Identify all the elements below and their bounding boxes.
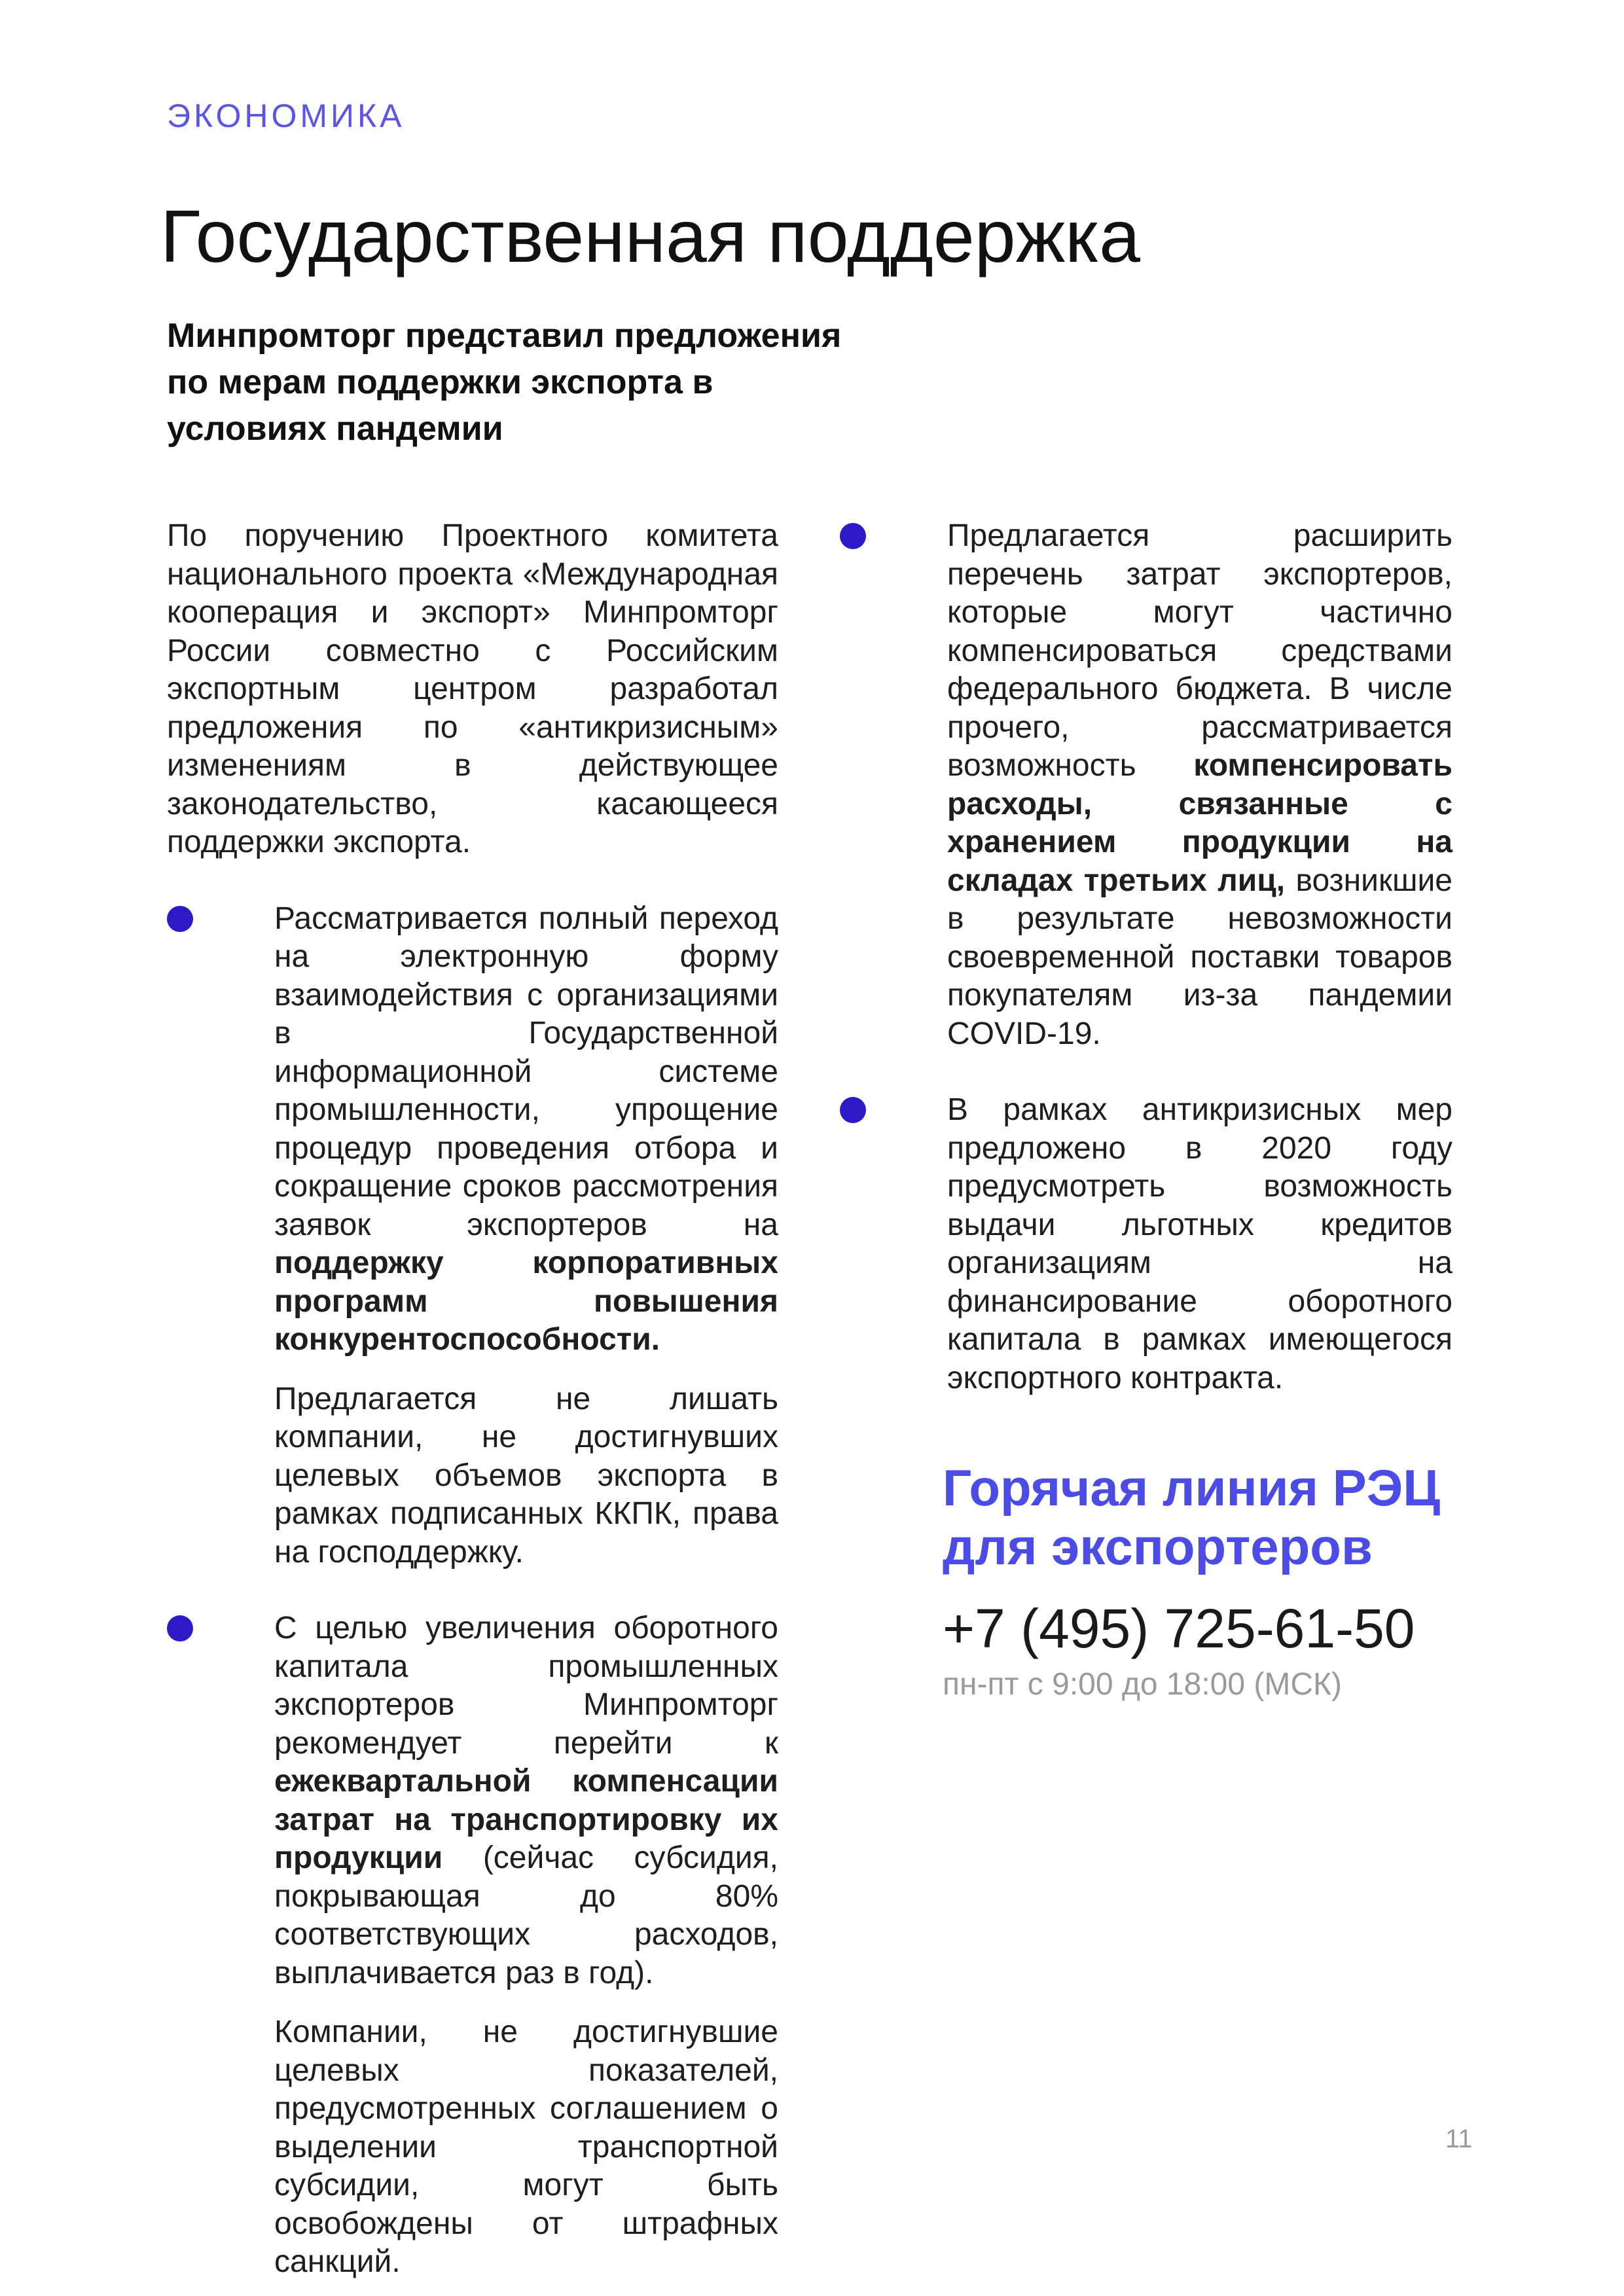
- bullet-item: [167, 900, 778, 1572]
- article-subtitle: Минпромторг представил предложения по мерам поддержки экспорта в условиях пандемии: [167, 317, 842, 448]
- hotline-phone: +7 (495) 725-61-50: [943, 1598, 1415, 1659]
- bullet-paragraph: [274, 1609, 778, 1992]
- bullet-paragraph: Предлагается не лишать компании, не достигнувших целевых объемов экспорта в рамках подписанных ККПК, права на господдержку.: [274, 1381, 778, 1570]
- bullet-text-bold: поддержку корпоративных программ повышения конкурентоспособности.: [274, 1246, 778, 1357]
- right-column: [947, 517, 1453, 1397]
- hotline-title: Горячая линия РЭЦ для экспортеров: [943, 1459, 1441, 1575]
- bullet-text: возникшие в результате невозможности своевременной поставки товаров покупателям из-за пандемии COVID-19.: [947, 863, 1453, 1051]
- bullet-item: [167, 1609, 778, 2282]
- bullet-paragraph: [274, 900, 778, 1359]
- bullet-paragraph: Компании, не достигнувшие целевых показателей, предусмотренных соглашением о выделении транспортной субсидии, могут быть освобождены от штрафных санкций.: [274, 2015, 778, 2279]
- bullet-dot-icon: [167, 1615, 193, 1641]
- page-number: 11: [1445, 2125, 1473, 2153]
- section-label: ЭКОНОМИКА: [167, 98, 405, 134]
- bullet-dot-icon: [840, 523, 866, 549]
- bullet-text-bold: компенсировать расходы, связанные с хранением продукции на складах третьих лиц,: [947, 748, 1453, 898]
- bullet-text-bold: ежеквартальной компенсации затрат на транспортировку их продукции: [274, 1764, 778, 1875]
- bullet-text: С целью увеличения оборотного капитала промышленных экспортеров Минпромторг рекомендует перейти к: [274, 1611, 778, 1761]
- bullet-dot-icon: [167, 906, 193, 932]
- hotline-block: [943, 1458, 1532, 1704]
- hotline-hours: пн-пт с 9:00 до 18:00 (МСК): [943, 1667, 1342, 1702]
- bullet-text: (сейчас субсидия, покрывающая до 80% соответствующих расходов, выплачивается раз в год).: [274, 1840, 778, 1990]
- page-title: Государственная поддержка: [160, 195, 1140, 278]
- bullet-dot-icon: [840, 1097, 866, 1123]
- left-column: [167, 517, 778, 2282]
- bullet-item: [947, 1091, 1453, 1397]
- intro-paragraph: По поручению Проектного комитета национального проекта «Международная кооперация и экспорт» Минпромторг России совместно с Российским экспортным центром разработал предложения по «антикризисным» изменениям в действующее законодательство, касающееся поддержки экспорта.: [167, 518, 778, 859]
- bullet-item: [947, 517, 1453, 1053]
- bullet-paragraph: [947, 517, 1453, 1053]
- bullet-paragraph: В рамках антикризисных мер предложено в 2020 году предусмотреть возможность выдачи льготных кредитов организациям на финансирование оборотного капитала в рамках имеющегося экспортного контракта.: [947, 1092, 1453, 1395]
- bullet-text: Предлагается расширить перечень затрат экспортеров, которые могут частично компенсироваться средствами федерального бюджета. В числе прочего, рассматривается возможность: [947, 518, 1453, 783]
- bullet-text: Рассматривается полный переход на электронную форму взаимодействия с организациями в Государственной информационной системе промышленности, упрощение процедур проведения отбора и сокращение сроков рассмотрения заявок экспортеров на: [274, 901, 778, 1242]
